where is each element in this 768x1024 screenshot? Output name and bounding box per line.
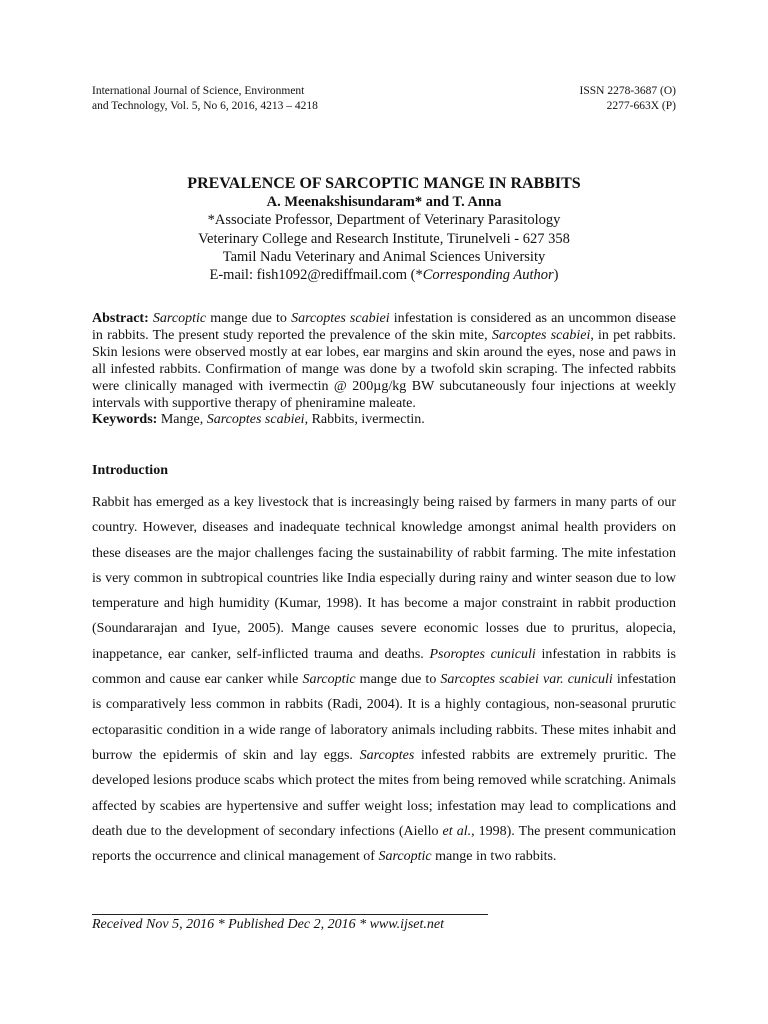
abstract-section: [92, 311, 676, 429]
affiliation-line-3: Tamil Nadu Veterinary and Animal Sciences University: [222, 248, 546, 265]
text-run: , Rabbits, ivermectin.: [304, 412, 425, 428]
keywords-line: [92, 412, 676, 429]
italic-term: Sarcoptic: [378, 849, 432, 865]
text-run: mange due to: [206, 311, 292, 326]
publication-footer: Received Nov 5, 2016 * Published Dec 2, 2016 * www.ijset.net: [92, 917, 445, 932]
journal-line-2: and Technology, Vol. 5, No 6, 2016, 4213 – 4218: [92, 100, 318, 112]
italic-term: Sarcoptic: [152, 311, 207, 326]
affiliation-line-1: *Associate Professor, Department of Veterinary Parasitology: [207, 212, 561, 229]
email-line: [92, 266, 676, 284]
issn-block: [476, 84, 676, 114]
italic-term: Sarcoptes: [359, 747, 415, 763]
paper-title: PREVALENCE OF SARCOPTIC MANGE IN RABBITS: [187, 175, 581, 192]
text-run: mange in two rabbits.: [431, 849, 557, 865]
title-block: [92, 175, 676, 284]
italic-term: Sarcoptes scabiei: [491, 327, 591, 343]
corresponding-author-note: Corresponding Author: [422, 267, 554, 284]
text-run: infestation is considered as an uncommon disease in rabbits. The present study reported the prevalence of the skin mite,: [92, 311, 677, 343]
email-suffix: ): [553, 267, 559, 284]
italic-term: Sarcoptic: [302, 672, 356, 688]
introduction-body: [92, 490, 676, 869]
abstract-paragraph: [92, 311, 676, 412]
introduction-heading: Introduction: [92, 463, 168, 478]
introduction-paragraph: [92, 490, 676, 869]
text-run: Rabbit has emerged as a key livestock that is increasingly being raised by farmers in many parts of our country. However, diseases and inadequate technical knowledge amongst animal health providers on these diseases are the major challenges facing the sustainability of rabbit farming. The mite infestation is very common in subtropical countries like India especially during rainy and winter season due to low temperature and high humidity (Kumar, 1998). It has become a major constraint in rabbit production (Soundararajan and Iyue, 2005). Mange causes severe economic losses due to pruritus, alopecia, inappetance, ear canker, self-inflicted trauma and deaths.: [92, 495, 676, 662]
keywords-label: Keywords:: [92, 412, 158, 428]
italic-term: et al.: [442, 823, 472, 839]
issn-print: 2277-663X (P): [606, 100, 676, 112]
journal-citation: [92, 84, 492, 114]
text-run: Mange,: [157, 412, 207, 428]
text-run: infestation is comparatively less common in rabbits (Radi, 2004). It is a highly contagious, non-seasonal prurutic ectoparasitic condition in a wide range of laboratory animals including rabbits. These mites inhabit and burrow the epidermis of skin and lay eggs.: [92, 672, 676, 763]
text-run: , 1998). The present communication reports the occurrence and clinical management of: [92, 823, 676, 865]
italic-term: Sarcoptes scabiei var. cuniculi: [440, 672, 613, 688]
abstract-label: Abstract:: [92, 311, 149, 326]
text-run: , in pet rabbits. Skin lesions were observed mostly at ear lobes, ear margins and skin around the eyes, nose and paws in all infested rabbits. Confirmation of mange was done by a twofold skin scraping. The infected rabbits were clinically managed with ivermectin @ 200µg/kg BW subcutaneously four injections at weekly intervals with supportive therapy of pheniramine maleate.: [92, 327, 676, 411]
text-run: infested rabbits are extremely pruritic. The developed lesions produce scabs which protect the mites from being removed while scratching. Animals affected by scabies are hypertensive and suffer weight loss; infestation may lead to complications and death due to the development of secondary infections (Aiello: [92, 747, 676, 839]
footer-divider: [92, 914, 488, 915]
authors: A. Meenakshisundaram* and T. Anna: [266, 194, 502, 211]
journal-line-1: International Journal of Science, Environment: [92, 85, 305, 97]
abstract-text: [92, 311, 676, 411]
email-prefix: E-mail: fish1092@rediffmail.com (*: [209, 267, 423, 284]
italic-term: Psoroptes cuniculi: [429, 646, 536, 662]
italic-term: Sarcoptes scabiei: [206, 412, 305, 428]
italic-term: Sarcoptes scabiei: [291, 311, 390, 326]
issn-online: ISSN 2278-3687 (O): [579, 85, 676, 97]
affiliation-line-2: Veterinary College and Research Institute, Tirunelveli - 627 358: [198, 230, 570, 247]
text-run: infestation in rabbits is common and cause ear canker while: [92, 646, 676, 688]
text-run: mange due to: [355, 672, 441, 688]
keywords-text: [157, 412, 424, 427]
